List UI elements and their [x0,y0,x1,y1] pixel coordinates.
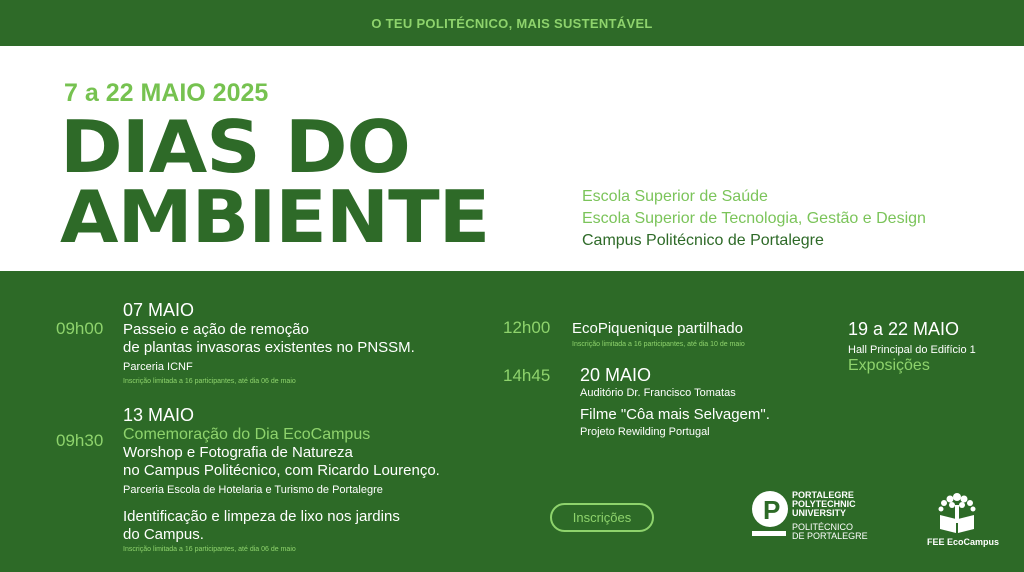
register-button[interactable]: Inscrições [550,503,654,532]
exhibit-title: Exposições [848,357,930,374]
school-saude: Escola Superior de Saúde [582,188,768,205]
day1-line1: Passeio e ação de remoção [123,321,309,338]
day1-note: Inscrição limitada a 16 participantes, até dia 06 de maio [123,378,296,385]
day2-time: 09h30 [56,431,104,450]
logo-name-pt: POLITÉCNICO DE PORTALEGRE [792,522,868,541]
title-line-2: AMBIENTE [60,175,490,259]
exhibit-venue: Hall Principal do Edifício 1 [848,344,976,356]
picnic-title: EcoPiquenique partilhado [572,320,743,337]
page-title [60,105,490,259]
logo-name-en: PORTALEGRE POLYTECHNIC UNIVERSITY [792,490,856,518]
hero-section [0,46,1024,271]
day3-venue: Auditório Dr. Francisco Tomatas [580,387,736,399]
title-line-1: DIAS DO [60,105,410,189]
tree-book-icon [922,491,992,535]
tagline: O TEU POLITÉCNICO, MAIS SUSTENTÁVEL [371,16,653,31]
logo-bar [752,531,786,536]
day1-line2: de plantas invasoras existentes no PNSSM. [123,339,415,356]
day3-film: Filme "Côa mais Selvagem". [580,406,770,423]
day2-line3: Identificação e limpeza de lixo nos jardins [123,508,400,525]
campus-name: Campus Politécnico de Portalegre [582,232,824,249]
fee-label: FEE EcoCampus [927,537,1000,547]
day2-line4: do Campus. [123,526,204,543]
event-dates: 7 a 22 MAIO 2025 [64,79,269,107]
fee-ecocampus-logo [922,491,1002,551]
schools-list [582,186,926,252]
top-banner [0,0,1024,46]
day1-partner: Parceria ICNF [123,361,193,373]
day2-date: 13 MAIO [123,405,195,425]
school-tecnologia: Escola Superior de Tecnologia, Gestão e Design [582,210,926,227]
picnic-note: Inscrição limitada a 16 participantes, até dia 10 de maio [572,341,745,348]
day2-line1: Worshop e Fotografia de Natureza [123,444,353,461]
day2-highlight: Comemoração do Dia EcoCampus [123,426,371,443]
day2-line2: no Campus Politécnico, com Ricardo Lourenço. [123,462,440,479]
day1-time: 09h00 [56,319,104,338]
day2-partner: Parceria Escola de Hotelaria e Turismo de Portalegre [123,484,383,496]
picnic-time: 12h00 [503,318,551,337]
day1-date: 07 MAIO [123,300,195,320]
day3-partner: Projeto Rewilding Portugal [580,426,710,438]
exhibit-date: 19 a 22 MAIO [848,319,960,339]
program-section [0,271,1024,572]
day3-time: 14h45 [503,366,551,385]
day3-date: 20 MAIO [580,365,652,385]
day2-note: Inscrição limitada a 16 participantes, até dia 06 de maio [123,546,296,553]
portalegre-p-icon: P [752,491,788,527]
portalegre-logo [752,489,872,549]
